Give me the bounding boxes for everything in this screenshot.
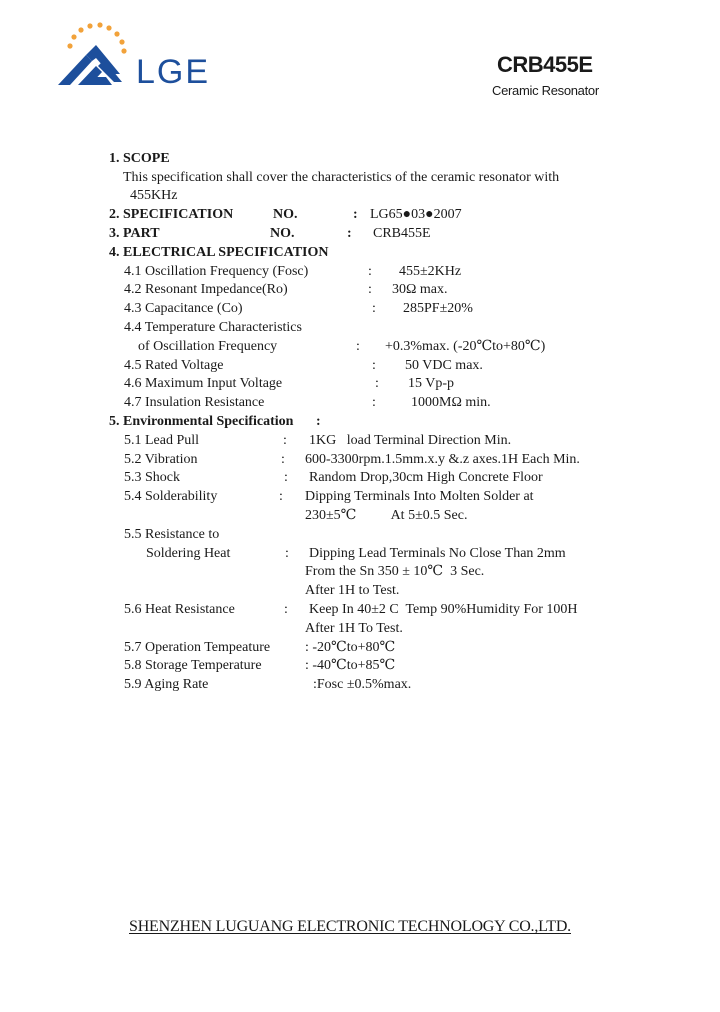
product-code: CRB455E [497,52,593,77]
brand-name: LGE [136,53,211,91]
part-colon: : [347,226,352,241]
env-value: Dipping Terminals Into Molten Solder at [305,489,534,504]
env-colon: : [281,452,285,467]
part-no-label: NO. [270,226,295,241]
env-label: 5.5 Resistance to [124,527,220,542]
specification-heading: 2. SPECIFICATION [109,207,234,222]
spec-label: 4.5 Rated Voltage [124,358,224,373]
specification-no-label: NO. [273,207,298,222]
spec-label: 4.2 Resonant Impedance(Ro) [124,282,288,297]
specification-colon: : [353,207,358,222]
scope-text-line2: 455KHz [130,188,178,203]
env-value: 600-3300rpm.1.5mm.x.y &.z axes.1H Each Min. [305,452,580,467]
env-label: 5.7 Operation Tempeature [124,640,271,655]
spec-value: 30Ω max. [392,282,448,297]
spec-value: 1000MΩ min. [411,395,491,410]
env-label: 5.8 Storage Temperature [124,658,262,673]
spec-colon: : [368,282,372,297]
product-subtitle: Ceramic Resonator [492,83,599,98]
part-value: CRB455E [373,226,431,241]
lge-logo [56,22,246,96]
spec-label: of Oscillation Frequency [138,339,278,354]
spec-label: 4.4 Temperature Characteristics [124,320,302,335]
env-value: 1KG load Terminal Direction Min. [309,433,512,448]
spec-value: 455±2KHz [399,264,462,279]
env-label: 5.4 Solderability [124,489,218,504]
environmental-heading: 5. Environmental Specification [109,414,294,429]
env-colon: : [285,546,289,561]
spec-label: 4.7 Insulation Resistance [124,395,265,410]
env-value: Dipping Lead Terminals No Close Than 2mm [309,546,566,561]
spec-value: 50 VDC max. [405,358,483,373]
env-colon: : [284,602,288,617]
specification-value: LG65●03●2007 [370,207,462,222]
spec-colon: : [375,376,379,391]
env-label-line2: Soldering Heat [146,546,231,561]
spec-colon: : [372,358,376,373]
env-colon: : [283,433,287,448]
env-value: Keep In 40±2 C Temp 90%Humidity For 100H [309,602,578,617]
env-label: 5.2 Vibration [124,452,198,467]
spec-colon: : [372,301,376,316]
env-label: 5.6 Heat Resistance [124,602,235,617]
electrical-heading: 4. ELECTRICAL SPECIFICATION [109,245,329,260]
environmental-heading-colon: : [316,414,321,429]
spec-label: 4.1 Oscillation Frequency (Fosc) [124,264,309,279]
scope-text-line1: This specification shall cover the characteristics of the ceramic resonator with [123,170,560,185]
part-heading: 3. PART [109,226,160,241]
env-value: Random Drop,30cm High Concrete Floor [309,470,543,485]
env-value: :Fosc ±0.5%max. [313,677,412,692]
env-value-line2: 230±5℃ At 5±0.5 Sec. [305,508,468,523]
spec-value: +0.3%max. (-20℃to+80℃) [385,339,546,354]
env-label: 5.1 Lead Pull [124,433,200,448]
env-value-line2: After 1H To Test. [305,621,403,636]
env-value-line2: From the Sn 350 ± 10℃ 3 Sec. [305,564,485,579]
env-colon: : [279,489,283,504]
spec-colon: : [356,339,360,354]
env-value-line3: After 1H to Test. [305,583,400,598]
scope-heading: 1. SCOPE [109,151,170,166]
env-value: : -20℃to+80℃ [305,640,396,655]
spec-colon: : [368,264,372,279]
env-label: 5.9 Aging Rate [124,677,209,692]
logo-mountain-mark [58,45,122,85]
spec-label: 4.6 Maximum Input Voltage [124,376,283,391]
spec-colon: : [372,395,376,410]
env-label: 5.3 Shock [124,470,180,485]
env-value: : -40℃to+85℃ [305,658,396,673]
spec-label: 4.3 Capacitance (Co) [124,301,243,316]
spec-value: 15 Vp-p [408,376,455,391]
env-colon: : [284,470,288,485]
spec-value: 285PF±20% [403,301,473,316]
company-name-footer: SHENZHEN LUGUANG ELECTRONIC TECHNOLOGY CO.,LTD. [129,918,571,935]
